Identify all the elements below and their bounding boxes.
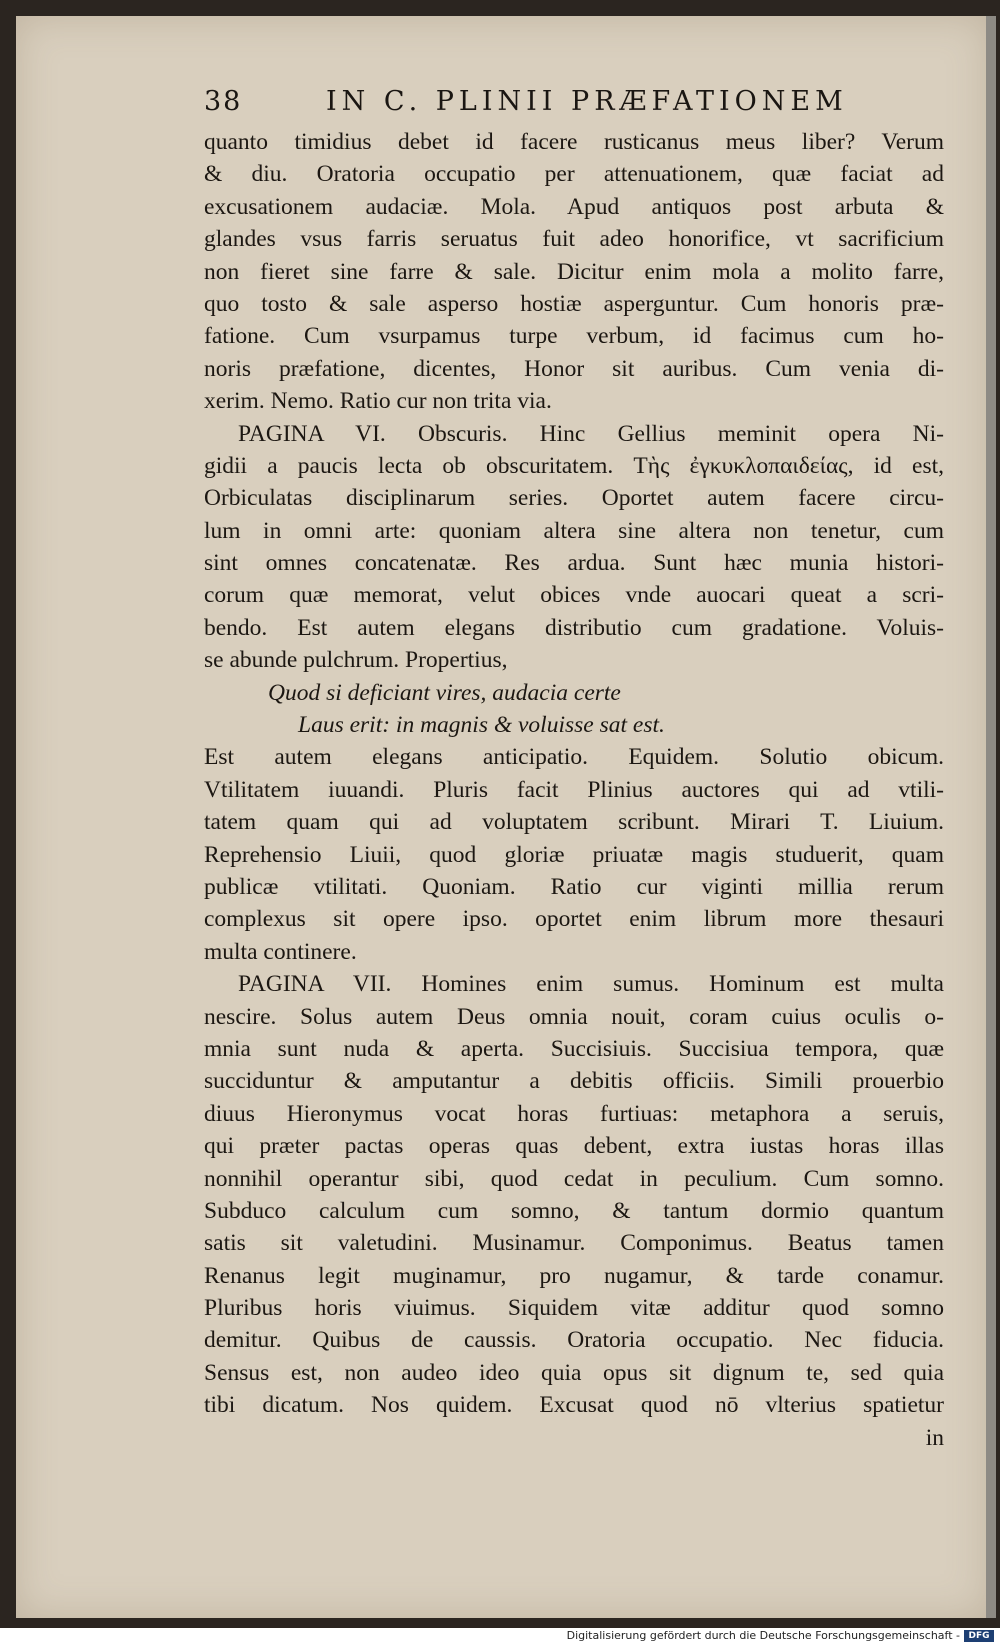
text-line: & diu. Oratoria occupatio per attenuationem, quæ faciat ad: [204, 161, 944, 188]
text-line: satis sit valetudini. Musinamur. Componimus. Beatus tamen: [204, 1230, 944, 1257]
text-line: quanto timidius debet id facere rusticanus meus liber? Verum: [204, 129, 944, 155]
page-header: [204, 86, 944, 126]
text-line: multa continere.: [204, 938, 357, 965]
body-text: [204, 126, 944, 1454]
page-number: 38: [204, 86, 243, 117]
text-line: Vtilitatem iuuandi. Pluris facit Plinius auctores qui ad vtili-: [204, 776, 944, 803]
text-line: demitur. Quibus de caussis. Oratoria occupatio. Nec fiducia.: [204, 1327, 944, 1354]
text-line: nescire. Solus autem Deus omnia nouit, coram cuius oculis o-: [204, 1003, 944, 1030]
text-line: se abunde pulchrum. Propertius,: [204, 647, 508, 674]
dfg-logo: DFG: [964, 1630, 994, 1642]
text-line: tibi dicatum. Nos quidem. Excusat quod nō vlterius spatietur: [204, 1392, 944, 1419]
text-line: bendo. Est autem elegans distributio cum gradatione. Voluis-: [204, 614, 944, 641]
text-line: xerim. Nemo. Ratio cur non trita via.: [204, 388, 552, 415]
text-line: sint omnes concatenatæ. Res ardua. Sunt hæc munia histori-: [204, 550, 944, 577]
text-line: tatem quam qui ad voluptatem scribunt. Mirari T. Liuium.: [204, 809, 944, 836]
text-line: qui præter pactas operas quas debent, extra iustas horas illas: [204, 1133, 944, 1160]
text-line: publicæ vtilitati. Quoniam. Ratio cur viginti millia rerum: [204, 873, 944, 900]
verse-line: Laus erit: in magnis & voluisse sat est.: [298, 712, 665, 739]
text-line: lum in omni arte: quoniam altera sine altera non tenetur, cum: [204, 517, 944, 544]
text-line: noris præfatione, dicentes, Honor sit auribus. Cum venia di-: [204, 355, 944, 382]
catchword: in: [925, 1424, 944, 1451]
text-line: diuus Hieronymus vocat horas furtiuas: metaphora a seruis,: [204, 1100, 944, 1127]
text-line: Reprehensio Liuii, quod gloriæ priuatæ magis studuerit, quam: [204, 841, 944, 868]
text-line: glandes vsus farris seruatus fuit adeo honorifice, vt sacrificium: [204, 226, 944, 253]
text-line: Subduco calculum cum somno, & tantum dormio quantum: [204, 1197, 944, 1224]
text-line: mnia sunt nuda & aperta. Succisiuis. Succisiua tempora, quæ: [204, 1035, 944, 1062]
verse-line: Quod si deficiant vires, audacia certe: [268, 679, 621, 706]
text-line: Renanus legit muginamur, pro nugamur, & tarde conamur.: [204, 1262, 944, 1289]
text-line: gidii a paucis lecta ob obscuritatem. Τὴς ἐγκυκλοπαιδείας, id est,: [204, 452, 944, 479]
page-edge: [986, 16, 996, 1618]
text-line: fatione. Cum vsurpamus turpe verbum, id facimus cum ho-: [204, 323, 944, 350]
text-line: PAGINA VI. Obscuris. Hinc Gellius meminit opera Ni-: [238, 420, 944, 447]
text-line: non fieret sine farre & sale. Dicitur enim mola a molito farre,: [204, 258, 944, 285]
text-line: Est autem elegans anticipatio. Equidem. Solutio obicum.: [204, 744, 944, 771]
text-line: Sensus est, non audeo ideo quia opus sit dignum te, sed quia: [204, 1359, 944, 1386]
text-line: excusationem audaciæ. Mola. Apud antiquos post arbuta &: [204, 193, 944, 220]
text-line: Orbiculatas disciplinarum series. Oportet autem facere circu-: [204, 485, 944, 512]
footer-credit: Digitalisierung gefördert durch die Deutsche Forschungsgemeinschaft -: [566, 1629, 960, 1642]
text-line: corum quæ memorat, velut obices vnde auocari queat a scri-: [204, 582, 944, 609]
text-line: Pluribus horis viuimus. Siquidem vitæ additur quod somno: [204, 1295, 944, 1322]
text-line: PAGINA VII. Homines enim sumus. Hominum est multa: [238, 971, 944, 998]
text-line: complexus sit opere ipso. oportet enim librum more thesauri: [204, 906, 944, 933]
text-line: quo tosto & sale asperso hostiæ asperguntur. Cum honoris præ-: [204, 290, 944, 317]
footer-bar: [0, 1628, 1000, 1645]
text-line: nonnihil operantur sibi, quod cedat in peculium. Cum somno.: [204, 1165, 944, 1192]
running-head: IN C. PLINII PRÆFATIONEM: [326, 86, 848, 117]
text-line: succiduntur & amputantur a debitis officiis. Simili prouerbio: [204, 1068, 944, 1095]
